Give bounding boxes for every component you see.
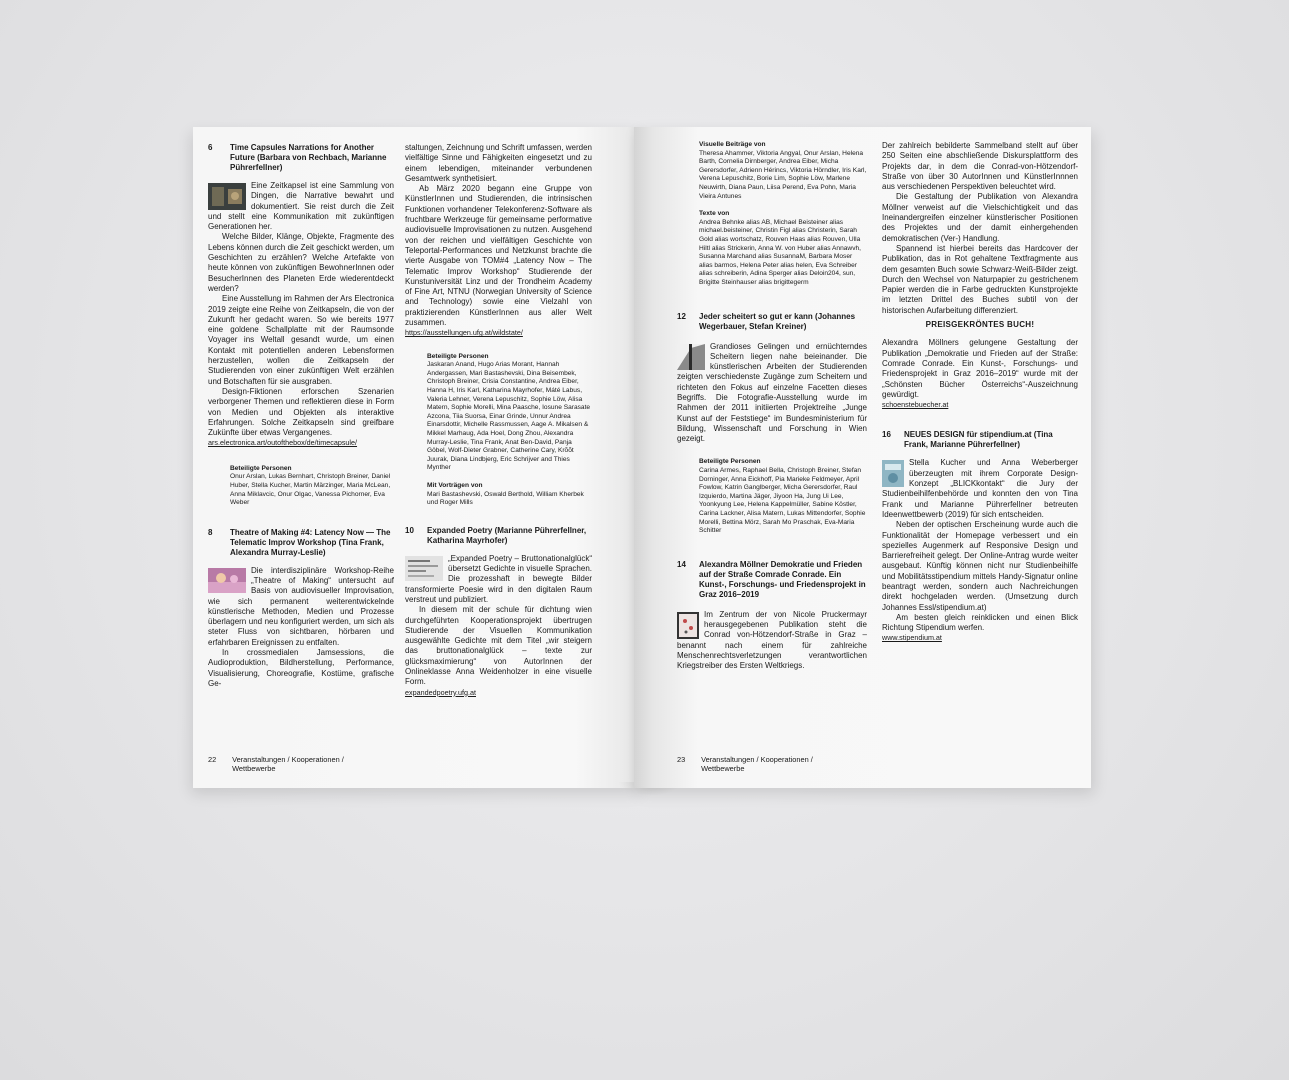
section-title: Theatre of Making #4: Latency Now — The Telematic Improv Workshop (Tina Frank, Alexandra Murray-Leslie) — [230, 527, 391, 557]
scheitern-thumbnail — [677, 344, 705, 370]
col4-para-1: Der zahlreich bebilderte Sammelband stellt auf über 250 Seiten eine abschließende Diskursplattform des Projekts dar, in dem die Conrad-von-Hötzendorf-Straße von über 30 AutorInnen und KünstlerInnnen aus verschiedenen Perspektiven beleuchtet wird. — [882, 141, 1078, 192]
time-capsule-thumbnail — [208, 183, 246, 210]
right-footer — [677, 755, 821, 773]
section-12-para-1: Grandioses Gelingen und ernüchterndes Scheitern liegen nahe beieinander. Die künstlerischen Arbeiten der Studierenden zeigten verschiedenste Zugänge zum Scheitern und richteten den Fokus auf einzelne Facetten dieses Begriffs. Die Fotografie-Ausstellung wurde im Rahmen der 2011 initiierten Projektreihe „Junge Kunst auf der Feststiege“ im Bundesministerium für Bildung, Wissenschaft und Forschung in Wien gezeigt. — [677, 341, 867, 444]
section-6-header — [208, 143, 394, 173]
section-8-para-1: Die interdisziplinäre Workshop-Reihe „Theatre of Making“ untersucht auf Basis von audiovisueller Improvisation, wie sich permanent weiterentwickelnde künstlerische Methoden, Medien und Prozesse überlagern und neu konfiguriert werden, um sich als steter Fluss von sichtbaren, hörbaren und erfahrbaren Ereignissen zu entfalten. — [208, 565, 394, 647]
section-title: Time Capsules Narrations for Another Future (Barbara von Rechbach, Marianne Pührerfellner) — [230, 143, 387, 172]
people-list: Onur Arslan, Lukas Bernhart, Christoph Breiner, Daniel Huber, Stella Kucher, Martin Märzinger, Maria McLean, Anna Miklavcic, Onur Olgac, Vanessa Pichorner, Eva Weber — [230, 473, 391, 507]
section-8-header — [208, 528, 394, 558]
section-12-header — [677, 312, 867, 332]
people-list: Jaskaran Anand, Hugo Arias Morant, Hannah Andergassen, Mari Bastashevski, Dina Beisembek, Christoph Breiner, Crisia Constantine, Andrea Eiber, Hanna H, Iris Karl, Katharina Mayrhofer, Máté Labus, Valeria Lehner, Verena Lepuschitz, Sophie Löw, Alisa Matern, Sophie Morelli, Mina Paasche, Iosune Sarasate Azcona, Tiia Suorsa, Einar Grinde, Unnur Andrea Einarsdottir, Michelle Rassmussen, Aage A. Mikalsen & Mikkel Marhaug, Ada Hoel, Dong Zhou, Alexandra Murray-Leslie, Tina Frank, Anat Ben-David, Panja Göbel, Wolf-Dieter Grabner, Catherine Cary, Krõõt Juurak, Diana Lindbjerg, Eric Schrijver and Thies Mynther — [427, 361, 591, 472]
section-16-header — [882, 430, 1078, 450]
section-16-para-3: Am besten gleich reinklicken und einen Blick Richtung Stipendium werfen. — [882, 612, 1078, 633]
workshop-thumbnail — [208, 568, 246, 593]
footer-section: Veranstaltungen / Kooperationen / Wettbewerbe — [232, 755, 344, 773]
section-6-people — [230, 465, 394, 508]
section-12-people — [699, 458, 867, 535]
section-title: Alexandra Möllner Demokratie und Frieden auf der Straße Comrade Conrade. Ein Kunst-, Forschungs- und Friedensprojekt in Graz 2016–2019 — [699, 559, 866, 599]
timecapsule-link[interactable]: ars.electronica.art/outofthebox/de/timecapsule/ — [208, 438, 358, 448]
expandedpoetry-link[interactable]: expandedpoetry.ufg.at — [405, 687, 476, 697]
texts-list: Andrea Behnke alias AB, Michael Beisteiner alias michael.beisteiner, Christin Figl alias Christerin, Sarah Gold alias wortschatz, Rouven Haas alias Rouven, Ulla Hiltl alias Strickerin, Anna W. von Huber alias Annawvh, Susanna Marchand alias SusannaM, Barbara Moser alias barmos, Helena Peter alias helen, Eva Schreiber alias schreiberin, Adina Sperger alias Deloin204, sun, Brigitte Steinhauser alias brigittegerm — [699, 218, 861, 286]
section-number: 16 — [882, 430, 891, 440]
section-16-para-1: Stella Kucher und Anna Weberberger überzeugten mit ihrem Corporate Design-Konzept „BLICKkontakt“ die Jury der Studienbeihilfenbehörde und konnten den von Tina Frank und Marianne Pührerfellner betreuten Ideenwettbewerb (2019) für sich entscheiden. — [882, 458, 1078, 519]
book-cover-thumbnail — [677, 612, 699, 639]
stipendium-thumbnail — [882, 460, 904, 487]
section-6-para-1: Eine Zeitkapsel ist eine Sammlung von Dingen, die Narrative bewahrt und dokumentiert. Sie reist durch die Zeit und stellt eine Kommunikation mit zukünftigen Generationen her. — [208, 181, 394, 232]
stipendium-link[interactable]: www.stipendium.at — [882, 633, 942, 643]
left-footer — [208, 755, 352, 773]
visual-list: Theresa Ahammer, Viktoria Angyal, Onur Arslan, Helena Barth, Cornelia Dirnberger, Andrea Eiber, Micha Gerersdorfer, Adrienn Hérincs, Viktoria Hörndler, Iris Karl, Verena Lepuschitz, Borie Lim, Sophie Löw, Marlene Neuwirth, Diana Paun, Liisa Perend, Eva Pohn, Maria Vieira Antunes — [699, 149, 867, 200]
col2-para-2: Ab März 2020 begann eine Gruppe von KünstlerInnen und Studierenden, die intrinsischen Funktionen vorhandener Telekonferenz-Software als fruchtbare Werkzeuge für gemeinsame performative audiovisuelle Improvisationen zu nutzen. Ausgehend von der reichen und vielfältigen Geschichte von Teleportal-Performances und Netzkunst brachte die vierte Ausgabe von TOM#4 „Latency Now – The Telematic Improv Workshop“ Studierende der Kunstuniversität Linz und der Trondheim Academy of Fine Art, NTNU (Norwegian University of Science and Technology) sowie eine Vielzahl von praktizierenden KünstlerInnen aus aller Welt zusammen. — [405, 184, 592, 328]
left-page — [193, 127, 642, 788]
talks-label: Mit Vorträgen von — [427, 481, 483, 489]
section-number: 14 — [677, 559, 686, 569]
award-heading: PREISGEKRÖNTES BUCH! — [925, 320, 1035, 330]
col2-para-1: staltungen, Zeichnung und Schrift umfassen, werden vielfältige Sinne und Fähigkeiten eingesetzt und zu einem lebendigen, miteinander verbundenen Gesamtwerk synthetisiert. — [405, 143, 592, 183]
section-10-para-2: In diesem mit der schule für dichtung wien durchgeführten Kooperationsprojekt übertrugen Studierende der Visuellen Kommunikation ausgewählte Gedichte mit dem Titel „wir steigern das bruttonationalglück – texte zur glücksmaximierung“ von AutorInnen der Onlineklasse Anna Weidenholzer in eine visuelle Form. — [405, 605, 592, 687]
section-8-para-2: In crossmedialen Jamsessions, die Audioproduktion, Bildherstellung, Performance, Visualisierung, Choreografie, Kostüme, grafische Ge- — [208, 648, 394, 688]
section-number: 6 — [208, 143, 213, 152]
section-10-header — [405, 526, 592, 546]
tom4-people — [427, 353, 592, 508]
section-16-para-2: Neben der optischen Erscheinung wurde auch die Funktionalität der Homepage verbessert und ein spezielles Augenmerk auf Responsive Design und Barrierefreiheit gelegt. Der Online-Antrag wurde weiter ausgebaut. Künftig können nicht nur Studienbeihilfe und Mobilitätsstipendium mittels Handy-Signatur online beantragt werden, sondern auch Nachreichungen direkt hochgeladen werden. (Umsetzung durch Johannes Essl/stipendium.at) — [882, 520, 1078, 612]
section-10-para-1: „Expanded Poetry – Bruttonationalglück“ übersetzt Gedichte in visuelle Sprachen. Die prozesshaft in bewegte Bilder transformierte Poesie wird in den digitalen Raum verstreut und publiziert. — [405, 553, 592, 604]
left-column-1 — [208, 143, 394, 689]
section-6-para-2: Welche Bilder, Klänge, Objekte, Fragmente des Lebens können durch die Zeit geschickt werden, um Geschichten zu erzählen? Welche Artefakte von heute können von zukünftigen BewohnerInnen oder BesucherInnen des Planeten Erde wiederentdeckt werden? — [208, 232, 394, 293]
section-title: Expanded Poetry (Marianne Pührerfellner, Katharina Mayrhofer) — [427, 525, 587, 545]
page-number: 23 — [677, 755, 686, 764]
people-list: Carina Armes, Raphael Bella, Christoph Breiner, Stefan Dorninger, Anna Eickhoff, Pia Marieke Feldmeyer, April Fowlow, Katrin Ganglberger, Micha Gerersdorfer, Raul Izquierdo, Martina Jäger, Jiyoon Ha, Jung Ui Lee, Yoonkyung Lee, Helena Kappelmüller, Sabine Köstler, Carina Lackner, Alisa Matern, Lukas Mittendorfer, Sophie Morelli, Bettina Mörz, Sarah Mo Praschak, Eva-Maria Schitter — [699, 467, 866, 535]
magazine-spread — [193, 127, 1091, 788]
section-6-para-3: Eine Ausstellung im Rahmen der Ars Electronica 2019 zeigte eine Reihe von Zeitkapseln, die von der Zukunft her gedacht waren. So wie bereits 1977 eine goldene Schallplatte mit der Raumsonde Voyager ins Weltall gesandt wurde, um einen Kontakt mit potentiellen anderen Lebensformen herzustellen, wollen die Zeitkapseln der Studierenden von einer zukünftigen Welt erzählen und Botschaften für sie ausgraben. — [208, 294, 394, 386]
col4-para-3: Spannend ist hierbei bereits das Hardcover der Publikation, das in Rot gehaltene Textfragmente aus dem gesamten Buch sowie Schwarz-Weiß-Bilder zeigt. Durch den Wechsel von Naturpapier zu gestrichenem Papier werden die in Farbe gedruckten Kunstprojekte im letzten Drittel des Buches subtil von der historischen Aufarbeitung differenziert. — [882, 243, 1078, 315]
section-14-header — [677, 560, 867, 600]
expanded-poetry-thumbnail — [405, 556, 443, 581]
section-number: 12 — [677, 311, 686, 321]
section-title: Jeder scheitert so gut er kann (Johannes Wegerbauer, Stefan Kreiner) — [699, 311, 856, 331]
people-label: Beteiligte Personen — [699, 458, 761, 466]
right-page — [634, 127, 1091, 788]
left-column-2 — [405, 143, 592, 698]
section-number: 10 — [405, 525, 414, 535]
col4-para-4: Alexandra Möllners gelungene Gestaltung der Publikation „Demokratie und Frieden auf der Straße: Comrade Conrade. Ein Kunst-, Forschungs- und Friedensprojekt in Graz 2016–2019“ wurde mit der „Schönsten Bücher Österreichs“-Auszeichnung gewürdigt. — [882, 338, 1078, 399]
footer-section: Veranstaltungen / Kooperationen / Wettbewerbe — [701, 755, 813, 773]
right-column-2 — [882, 141, 1078, 644]
visual-label: Visuelle Beiträge von — [699, 141, 766, 148]
talks-list: Mari Bastashevski, Oswald Berthold, William Kherbek und Roger Mills — [427, 490, 584, 507]
right-column-1 — [677, 141, 867, 672]
page-number: 22 — [208, 755, 217, 764]
section-6-para-4: Design-Fiktionen erforschen Szenarien verborgener Themen und reflektieren diese in Form von Medien und Objekten als interaktive Erfahrungen. Solche Zeitkapseln sind greifbare Zukünfte über etwas Vergangenes. — [208, 386, 394, 438]
wildstate-link[interactable]: https://ausstellungen.ufg.at/wildstate/ — [405, 328, 523, 338]
people-label: Beteiligte Personen — [427, 352, 489, 360]
texts-label: Texte von — [699, 210, 730, 218]
section-number: 8 — [208, 527, 213, 537]
poetry-credits — [699, 141, 867, 288]
section-title: NEUES DESIGN für stipendium.at (Tina Frank, Marianne Pührerfellner) — [904, 430, 1053, 450]
section-14-para-1: Im Zentrum der von Nicole Pruckermayr herausgegebenen Publikation steht die Conrad von-Hötzendorf-Straße in Graz – benannt nach einem für zahlreiche Menschenrechtsverletzungen verantwortlichen Kriegstreiber des Ersten Weltkriegs. — [677, 609, 867, 671]
schoenstebuecher-link[interactable]: schoenstebuecher.at — [882, 400, 949, 410]
col4-para-2: Die Gestaltung der Publikation von Alexandra Möllner verweist auf die Vielschichtigkeit und das Ineinandergreifen einzelner künstlerischer Positionen des Projektes und der damit einhergehenden demokratischen (Ver-) Handlung. — [882, 192, 1078, 243]
people-label: Beteiligte Personen — [230, 464, 292, 472]
